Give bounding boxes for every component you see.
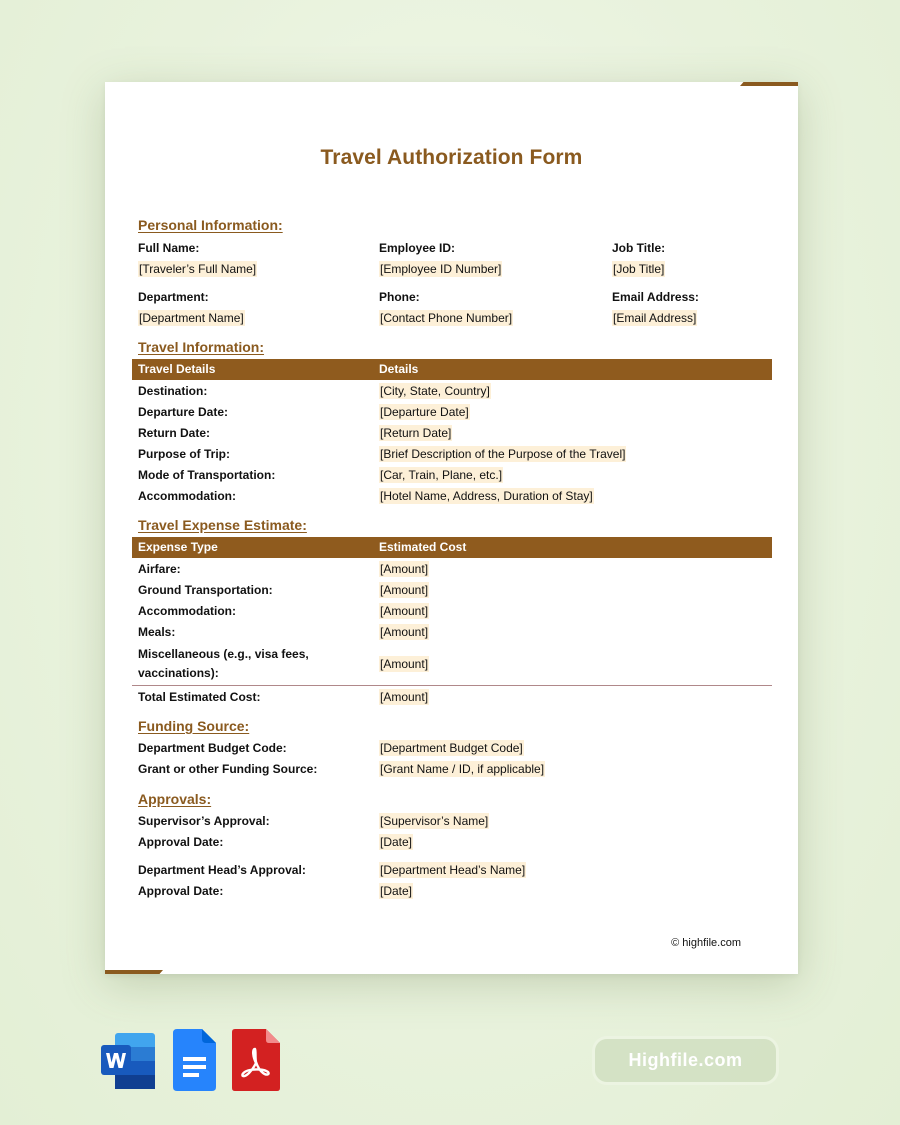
expense-row-label: Airfare: [138,562,181,576]
budget-code-field[interactable]: [Department Budget Code] [380,741,523,755]
expense-row-label: Ground Transportation: [138,583,273,597]
approval-row-label: Department Head’s Approval: [138,863,306,877]
department-field[interactable]: [Department Name] [139,311,244,325]
word-icon[interactable] [101,1031,157,1091]
airfare-amount-field[interactable]: [Amount] [380,562,429,576]
accommodation-field[interactable]: [Hotel Name, Address, Duration of Stay] [380,489,593,503]
section-heading-personal: Personal Information: [138,217,283,233]
funding-row-label: Grant or other Funding Source: [138,762,318,776]
expense-table-header [132,537,772,558]
job-title-label: Job Title: [612,241,666,255]
supervisor-name-field[interactable]: [Supervisor’s Name] [380,814,489,828]
employee-id-label: Employee ID: [379,241,456,255]
section-heading-expense: Travel Expense Estimate: [138,517,307,533]
purpose-field[interactable]: [Brief Description of the Purpose of the Travel] [380,447,626,461]
travel-col-details: Details [379,362,419,376]
total-amount-field[interactable]: [Amount] [380,690,429,704]
department-label: Department: [138,290,209,304]
corner-accent-bottom [105,970,163,974]
travel-table-header [132,359,772,380]
phone-field[interactable]: [Contact Phone Number] [380,311,513,325]
meals-amount-field[interactable]: [Amount] [380,625,429,639]
full-name-label: Full Name: [138,241,200,255]
expense-row-label: Miscellaneous (e.g., visa fees, [138,647,309,661]
supervisor-date-field[interactable]: [Date] [380,835,413,849]
phone-label: Phone: [379,290,420,304]
email-field[interactable]: [Email Address] [613,311,697,325]
accommodation-amount-field[interactable]: [Amount] [380,604,429,618]
employee-id-field[interactable]: [Employee ID Number] [380,262,502,276]
job-title-field[interactable]: [Job Title] [613,262,665,276]
travel-row-label: Destination: [138,384,208,398]
approval-row-label: Approval Date: [138,884,224,898]
grant-field[interactable]: [Grant Name / ID, if applicable] [380,762,545,776]
return-date-field[interactable]: [Return Date] [380,426,452,440]
google-docs-icon[interactable] [173,1029,216,1091]
destination-field[interactable]: [City, State, Country] [380,384,490,398]
email-label: Email Address: [612,290,699,304]
funding-row-label: Department Budget Code: [138,741,287,755]
travel-col-details-type: Travel Details [138,362,216,376]
document-page [105,82,798,974]
travel-row-label: Return Date: [138,426,211,440]
corner-accent-top [740,82,798,86]
brand-badge[interactable]: Highfile.com [595,1039,776,1082]
department-head-name-field[interactable]: [Department Head’s Name] [380,863,526,877]
section-heading-travel: Travel Information: [138,339,265,355]
copyright-text: © highfile.com [671,937,741,949]
full-name-field[interactable]: [Traveler’s Full Name] [139,262,257,276]
total-divider [132,685,772,686]
page-title: Travel Authorization Form [320,146,583,169]
approval-row-label: Supervisor’s Approval: [138,814,270,828]
expense-row-label: Accommodation: [138,604,237,618]
expense-col-cost: Estimated Cost [379,540,467,554]
department-head-date-field[interactable]: [Date] [380,884,413,898]
travel-row-label: Accommodation: [138,489,237,503]
misc-amount-field[interactable]: [Amount] [380,657,429,671]
transportation-field[interactable]: [Car, Train, Plane, etc.] [380,468,503,482]
section-heading-approvals: Approvals: [138,791,212,807]
pdf-icon[interactable] [232,1029,280,1091]
travel-row-label: Purpose of Trip: [138,447,231,461]
expense-row-label: vaccinations): [138,666,219,680]
departure-date-field[interactable]: [Departure Date] [380,405,469,419]
total-cost-label: Total Estimated Cost: [138,690,261,704]
expense-row-label: Meals: [138,625,176,639]
travel-row-label: Departure Date: [138,405,229,419]
ground-transport-amount-field[interactable]: [Amount] [380,583,429,597]
travel-row-label: Mode of Transportation: [138,468,276,482]
section-heading-funding: Funding Source: [138,718,250,734]
approval-row-label: Approval Date: [138,835,224,849]
expense-col-type: Expense Type [138,540,218,554]
